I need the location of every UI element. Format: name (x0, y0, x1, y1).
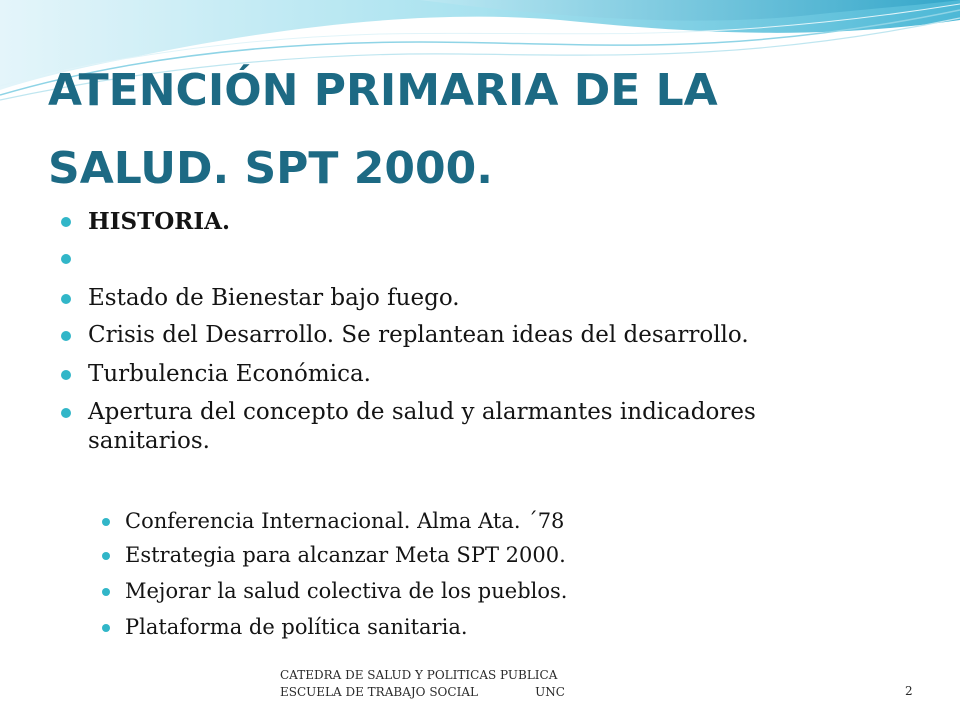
bullet-estado-bienestar (88, 284, 888, 313)
bullet-text: Turbulencia Económica. (88, 361, 371, 387)
bullet-apertura (88, 398, 858, 456)
subbullet-plataforma (125, 614, 885, 641)
subbullet-text: Estrategia para alcanzar Meta SPT 2000. (125, 543, 566, 567)
slide-title-line-1: ATENCIÓN PRIMARIA DE LA (48, 65, 718, 116)
bullet-text: Estado de Bienestar bajo fuego. (88, 285, 460, 311)
bullet-historia (88, 207, 888, 236)
bullet-dot-icon (61, 217, 71, 227)
slide-title-line-2: SALUD. SPT 2000. (48, 143, 493, 194)
subbullet-mejorar-salud (125, 578, 885, 605)
bullet-dot-icon (102, 624, 110, 632)
slide-footer (280, 667, 565, 701)
bullet-text: Crisis del Desarrollo. Se replantean ideas del desarrollo. (88, 322, 749, 348)
bullet-turbulencia (88, 360, 888, 389)
bullet-dot-icon (61, 331, 71, 341)
bullet-dot-icon (61, 408, 71, 418)
bullet-dot-icon (102, 552, 110, 560)
subbullet-estrategia (125, 542, 885, 569)
bullet-text: HISTORIA. (88, 208, 230, 235)
bullet-dot-icon (61, 294, 71, 304)
bullet-crisis-desarrollo (88, 321, 888, 350)
subbullet-conferencia (125, 508, 885, 535)
bullet-dot-icon (61, 254, 71, 264)
footer-line-1: CATEDRA DE SALUD Y POLITICAS PUBLICA (280, 668, 558, 682)
subbullet-text: Mejorar la salud colectiva de los pueblos. (125, 579, 568, 603)
bullet-text: Apertura del concepto de salud y alarmantes indicadores sanitarios. (88, 399, 756, 454)
footer-line-2: ESCUELA DE TRABAJO SOCIAL UNC (280, 685, 565, 699)
subbullet-text: Plataforma de política sanitaria. (125, 615, 468, 639)
page-number: 2 (905, 684, 913, 698)
bullet-dot-icon (61, 370, 71, 380)
bullet-dot-icon (102, 518, 110, 526)
bullet-dot-icon (102, 588, 110, 596)
subbullet-text: Conferencia Internacional. Alma Ata. ´78 (125, 509, 565, 533)
